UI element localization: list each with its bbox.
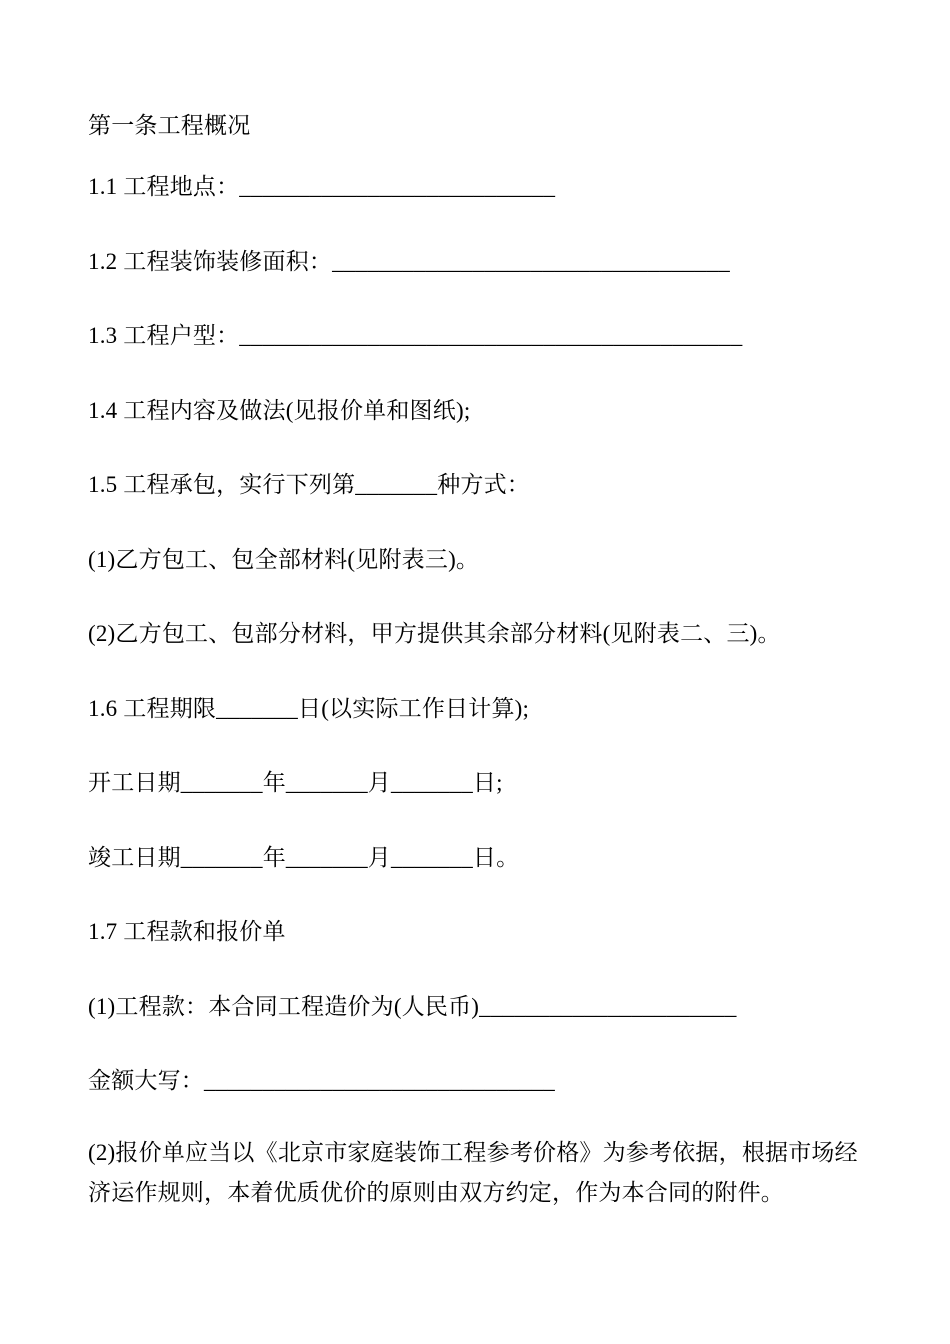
end-date-line: 竣工日期_______年_______月_______日。 bbox=[88, 845, 520, 870]
start-date-line: 开工日期_______年_______月_______日; bbox=[88, 770, 503, 795]
project-content-line: 1.4 工程内容及做法(见报价单和图纸); bbox=[88, 398, 471, 423]
option-1-line: (1)乙方包工、包全部材料(见附表三)。 bbox=[88, 547, 480, 572]
section-title: 第一条工程概况 bbox=[88, 113, 251, 138]
contract-method-line: 1.5 工程承包，实行下列第_______种方式： bbox=[88, 472, 530, 497]
decoration-area-line: 1.2 工程装饰装修面积：__________________________________ bbox=[88, 249, 730, 274]
house-type-line: 1.3 工程户型：___________________________________________ bbox=[88, 323, 743, 348]
quotation-paragraph: (2)报价单应当以《北京市家庭装饰工程参考价格》为参考依据，根据市场经济运作规则，本着优质优价的原则由双方约定，作为本合同的附件。 bbox=[88, 1140, 858, 1205]
project-duration-line: 1.6 工程期限_______日(以实际工作日计算); bbox=[88, 696, 530, 721]
contract-price-line: (1)工程款：本合同工程造价为(人民币)______________________ bbox=[88, 994, 737, 1019]
payment-heading-line: 1.7 工程款和报价单 bbox=[88, 919, 286, 944]
amount-in-words-line: 金额大写：______________________________ bbox=[88, 1068, 555, 1093]
option-2-line: (2)乙方包工、包部分材料，甲方提供其余部分材料(见附表二、三)。 bbox=[88, 621, 781, 646]
project-location-line: 1.1 工程地点：___________________________ bbox=[88, 174, 556, 199]
